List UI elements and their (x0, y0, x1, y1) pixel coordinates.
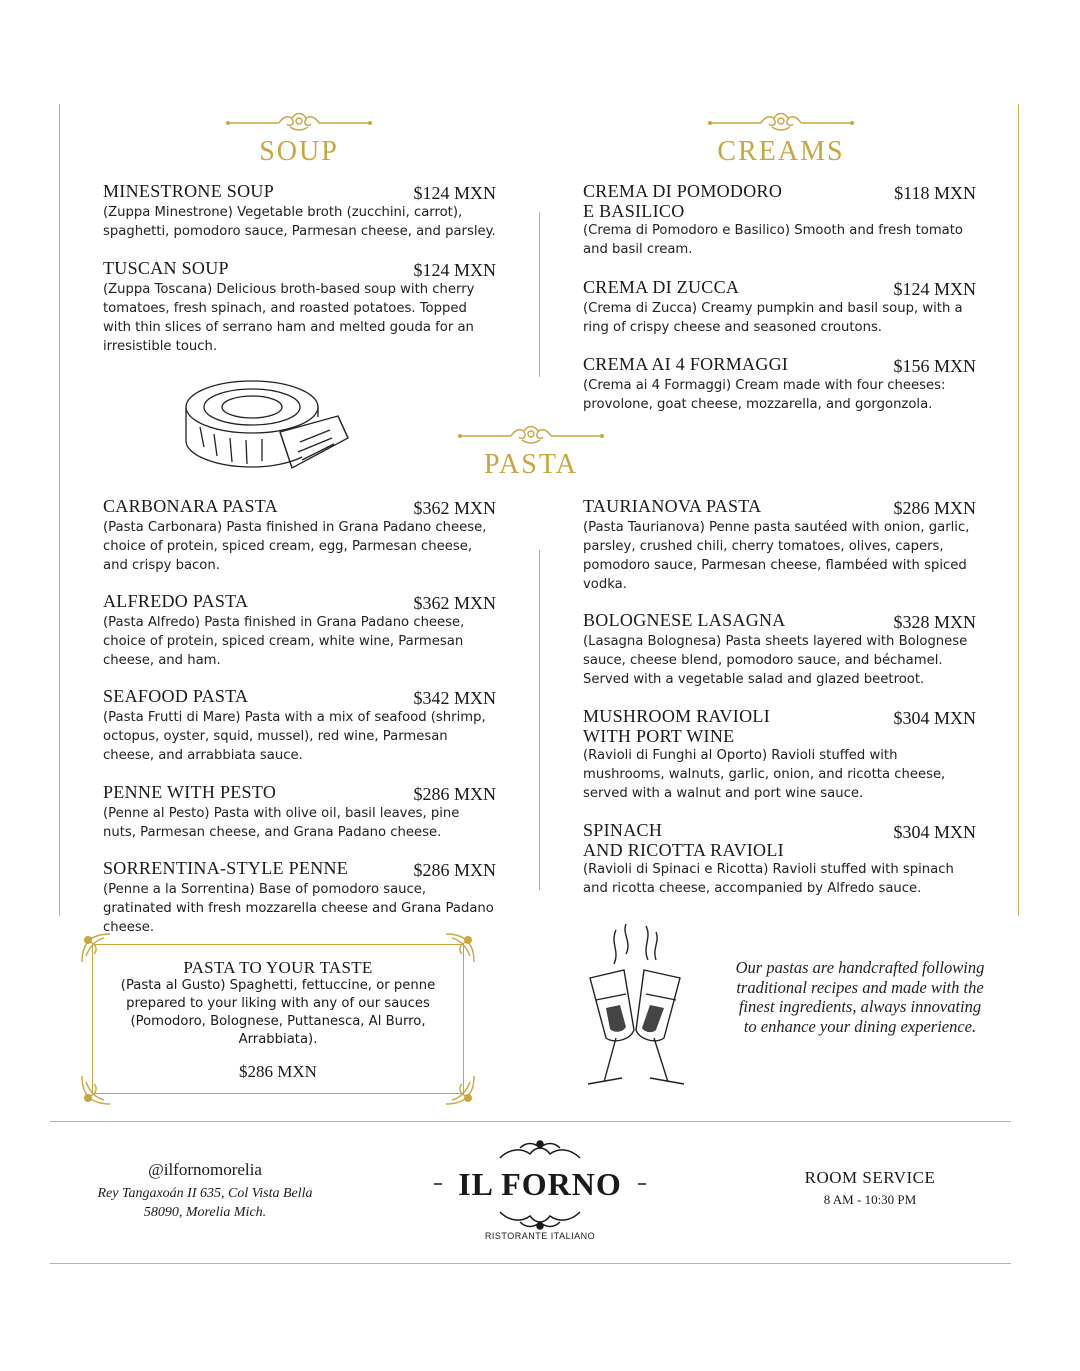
item-name: SEAFOOD PASTA (103, 686, 249, 706)
item-price: $304 MXN (893, 708, 976, 728)
item-description: (Ravioli di Funghi al Oporto) Ravioli stuffed with mushrooms, walnuts, garlic, onion, and ricotta cheese, served with a walnut and port wine sauce. (583, 748, 946, 801)
center-divider-pasta (539, 550, 540, 890)
taste-description: (Pasta al Gusto) Spaghetti, fettuccine, or penne prepared to your liking with any of our sauces (Pomodoro, Bolognese, Puttanesca, Al Burro, Arrabbiata). (120, 978, 436, 1047)
item-name: SPINACH AND RICOTTA RAVIOLI (583, 820, 784, 860)
menu-item-taurianova (583, 496, 976, 594)
creams-ornament-icon (706, 110, 856, 134)
item-price: $286 MXN (893, 498, 976, 518)
item-name: SORRENTINA-STYLE PENNE (103, 858, 349, 878)
item-price: $124 MXN (893, 279, 976, 299)
item-description: (Ravioli di Spinaci e Ricotta) Ravioli stuffed with spinach and ricotta cheese, accompanied by Alfredo sauce. (583, 862, 954, 896)
item-price: $156 MXN (893, 356, 976, 376)
creams-title: CREAMS (717, 136, 845, 167)
item-price: $124 MXN (413, 260, 496, 280)
pasta-to-your-taste-box (80, 932, 476, 1106)
logo-text: IL FORNO (458, 1166, 622, 1202)
item-description: (Pasta Taurianova) Penne pasta sautéed with onion, garlic, parsley, crushed chili, cherry tomatoes, olives, capers, pomodoro sauce, Parmesan cheese, flambéed with spiced vodka. (583, 520, 970, 592)
menu-item-penne-pesto (103, 782, 496, 842)
item-description: (Zuppa Toscana) Delicious broth-based soup with cherry tomatoes, fresh spinach, and roasted potatoes. Topped with thin slices of serrano ham and melted gouda for an irresistible touch. (103, 282, 475, 354)
menu-item-alfredo (103, 591, 496, 670)
item-description: (Crema di Pomodoro e Basilico) Smooth and fresh tomato and basil cream. (583, 223, 963, 257)
menu-item-mushroom-ravioli (583, 706, 976, 803)
menu-item-crema-formaggi (583, 354, 976, 414)
footer-bottom-line (50, 1263, 1011, 1264)
soup-ornament-icon (224, 110, 374, 134)
item-price: $286 MXN (413, 784, 496, 804)
item-name: CREMA AI 4 FORMAGGI (583, 354, 789, 374)
item-description: (Penne a la Sorrentina) Base of pomodoro sauce, gratinated with fresh mozzarella cheese and Grana Padano cheese. (103, 882, 494, 935)
item-price: $124 MXN (413, 183, 496, 203)
menu-item-crema-zucca (583, 277, 976, 337)
footer-top-line (50, 1121, 1011, 1122)
menu-item-sorrentina-penne (103, 858, 496, 937)
item-description: (Pasta Alfredo) Pasta finished in Grana Padano cheese, choice of protein, spiced cream, white wine, Parmesan cheese, and ham. (103, 615, 465, 668)
taste-title: PASTA TO YOUR TASTE (183, 958, 373, 977)
champagne-glasses-icon (566, 920, 706, 1090)
item-description: (Penne al Pesto) Pasta with olive oil, basil leaves, pine nuts, Parmesan cheese, and Grana Padano cheese. (103, 806, 460, 840)
menu-item-carbonara (103, 496, 496, 575)
item-name: TAURIANOVA PASTA (583, 496, 762, 516)
taste-price: $286 MXN (239, 1062, 317, 1081)
center-divider-top (539, 212, 540, 377)
menu-item-tuscan-soup (103, 258, 496, 356)
item-name: BOLOGNESE LASAGNA (583, 610, 786, 630)
item-description: (Pasta Carbonara) Pasta finished in Grana Padano cheese, choice of protein, spiced cream, egg, Parmesan cheese, and crispy bacon. (103, 520, 487, 573)
item-price: $362 MXN (413, 593, 496, 613)
item-price: $328 MXN (893, 612, 976, 632)
instagram-handle[interactable]: @ilfornomorelia (148, 1160, 262, 1179)
room-service-label: ROOM SERVICE (804, 1168, 936, 1187)
menu-item-seafood-pasta (103, 686, 496, 765)
pasta-quote: Our pastas are handcrafted following traditional recipes and made with the finest ingredients, always innovating to enhance your dining experience. (735, 958, 985, 1036)
item-price: $118 MXN (894, 183, 976, 203)
menu-item-minestrone (103, 181, 496, 241)
room-service (770, 1168, 970, 1208)
il-forno-logo (430, 1136, 650, 1246)
footer-contact (80, 1160, 330, 1222)
item-description: (Crema di Zucca) Creamy pumpkin and basil soup, with a ring of crispy cheese and seasoned croutons. (583, 301, 963, 335)
item-name: ALFREDO PASTA (103, 591, 249, 611)
menu-item-spinach-ravioli (583, 820, 976, 898)
address: Rey Tangaxoán II 635, Col Vista Bella 58090, Morelia Mich. (97, 1186, 313, 1220)
item-name: CARBONARA PASTA (103, 496, 278, 516)
item-name: CREMA DI POMODORO E BASILICO (583, 181, 783, 221)
item-name: MINESTRONE SOUP (103, 181, 275, 201)
item-name: TUSCAN SOUP (103, 258, 229, 278)
item-description: (Crema ai 4 Formaggi) Cream made with four cheeses: provolone, goat cheese, mozzarella, and gorgonzola. (583, 378, 946, 412)
soup-title: SOUP (259, 136, 339, 167)
item-price: $286 MXN (413, 860, 496, 880)
right-border-line (1018, 104, 1019, 916)
cheese-illustration-icon (180, 372, 355, 477)
pasta-ornament-icon (456, 423, 606, 447)
menu-item-bolognese-lasagna (583, 610, 976, 689)
left-border-line (59, 104, 60, 916)
item-name: CREMA DI ZUCCA (583, 277, 740, 297)
item-price: $362 MXN (413, 498, 496, 518)
item-description: (Lasagna Bolognesa) Pasta sheets layered with Bolognese sauce, cheese blend, pomodoro sauce, and béchamel. Served with a vegetable salad and glazed beetroot. (583, 634, 968, 687)
room-service-hours: 8 AM - 10:30 PM (823, 1192, 917, 1207)
pasta-title: PASTA (484, 449, 578, 480)
item-name: MUSHROOM RAVIOLI WITH PORT WINE (583, 706, 770, 746)
item-name: PENNE WITH PESTO (103, 782, 277, 802)
item-description: (Zuppa Minestrone) Vegetable broth (zucchini, carrot), spaghetti, pomodoro sauce, Parmesan cheese, and parsley. (103, 205, 496, 239)
item-price: $304 MXN (893, 822, 976, 842)
menu-item-crema-pomodoro (583, 181, 976, 259)
item-price: $342 MXN (413, 688, 496, 708)
logo-subtitle: RISTORANTE ITALIANO (484, 1231, 596, 1241)
item-description: (Pasta Frutti di Mare) Pasta with a mix of seafood (shrimp, octopus, oyster, squid, mussel), red wine, Parmesan cheese, and arrabbiata sauce. (103, 710, 486, 763)
